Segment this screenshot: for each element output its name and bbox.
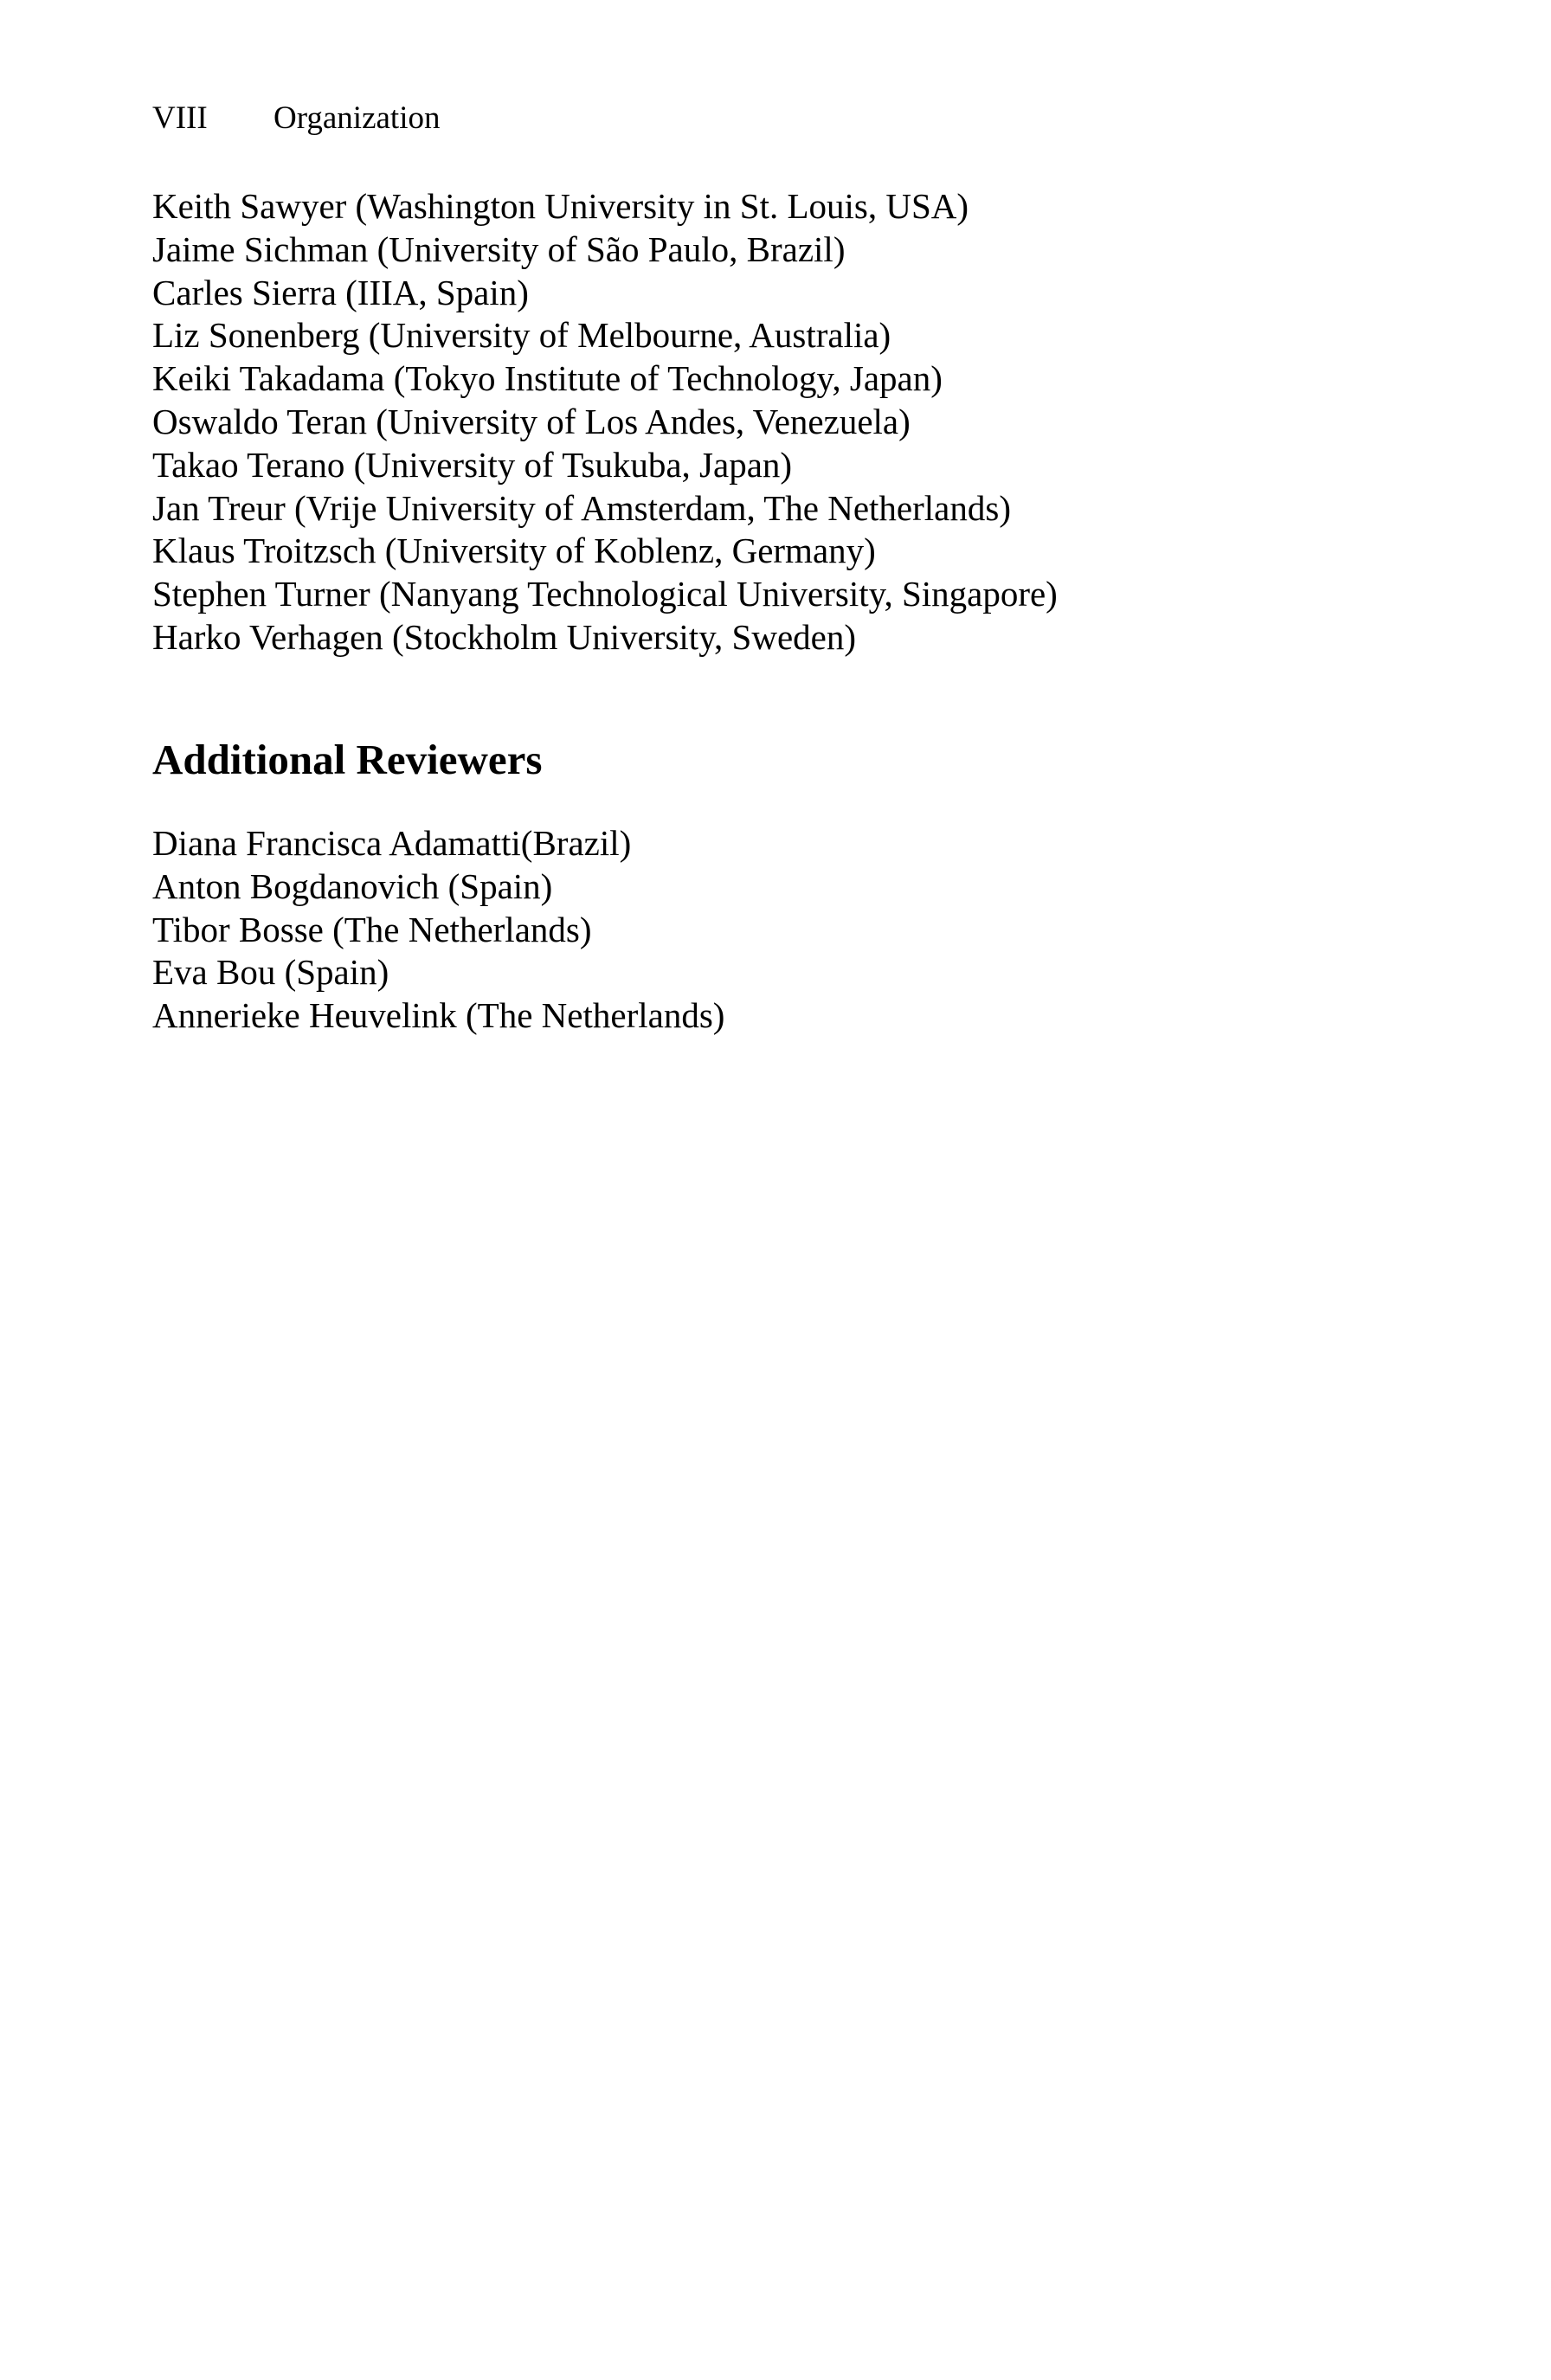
list-item: Stephen Turner (Nanyang Technological University, Singapore) xyxy=(152,574,1058,614)
list-item: Takao Terano (University of Tsukuba, Japan) xyxy=(152,444,793,485)
list-item: Annerieke Heuvelink (The Netherlands) xyxy=(152,995,725,1036)
list-item: Jan Treur (Vrije University of Amsterdam, The Netherlands) xyxy=(152,487,1011,528)
list-item: Diana Francisca Adamatti(Brazil) xyxy=(152,823,632,863)
section-heading-additional-reviewers: Additional Reviewers xyxy=(152,736,543,783)
list-item: Jaime Sichman (University of São Paulo, Brazil) xyxy=(152,228,846,269)
list-item: Klaus Troitzsch (University of Koblenz, Germany) xyxy=(152,531,876,571)
list-item: Carles Sierra (IIIA, Spain) xyxy=(152,272,529,312)
program-committee-list xyxy=(152,185,1058,659)
list-item: Eva Bou (Spain) xyxy=(152,952,389,993)
list-item: Oswaldo Teran (University of Los Andes, Venezuela) xyxy=(152,401,911,441)
page-number: VIII xyxy=(152,100,208,136)
list-item: Keith Sawyer (Washington University in St. Louis, USA) xyxy=(152,186,969,226)
list-item: Liz Sonenberg (University of Melbourne, Australia) xyxy=(152,315,891,356)
list-item: Keiki Takadama (Tokyo Institute of Technology, Japan) xyxy=(152,358,943,399)
list-item: Tibor Bosse (The Netherlands) xyxy=(152,909,592,949)
list-item: Harko Verhagen (Stockholm University, Sweden) xyxy=(152,616,856,657)
list-item: Anton Bogdanovich (Spain) xyxy=(152,865,553,906)
running-title: Organization xyxy=(274,100,441,136)
additional-reviewers-list xyxy=(152,822,724,1038)
running-header xyxy=(152,97,440,140)
